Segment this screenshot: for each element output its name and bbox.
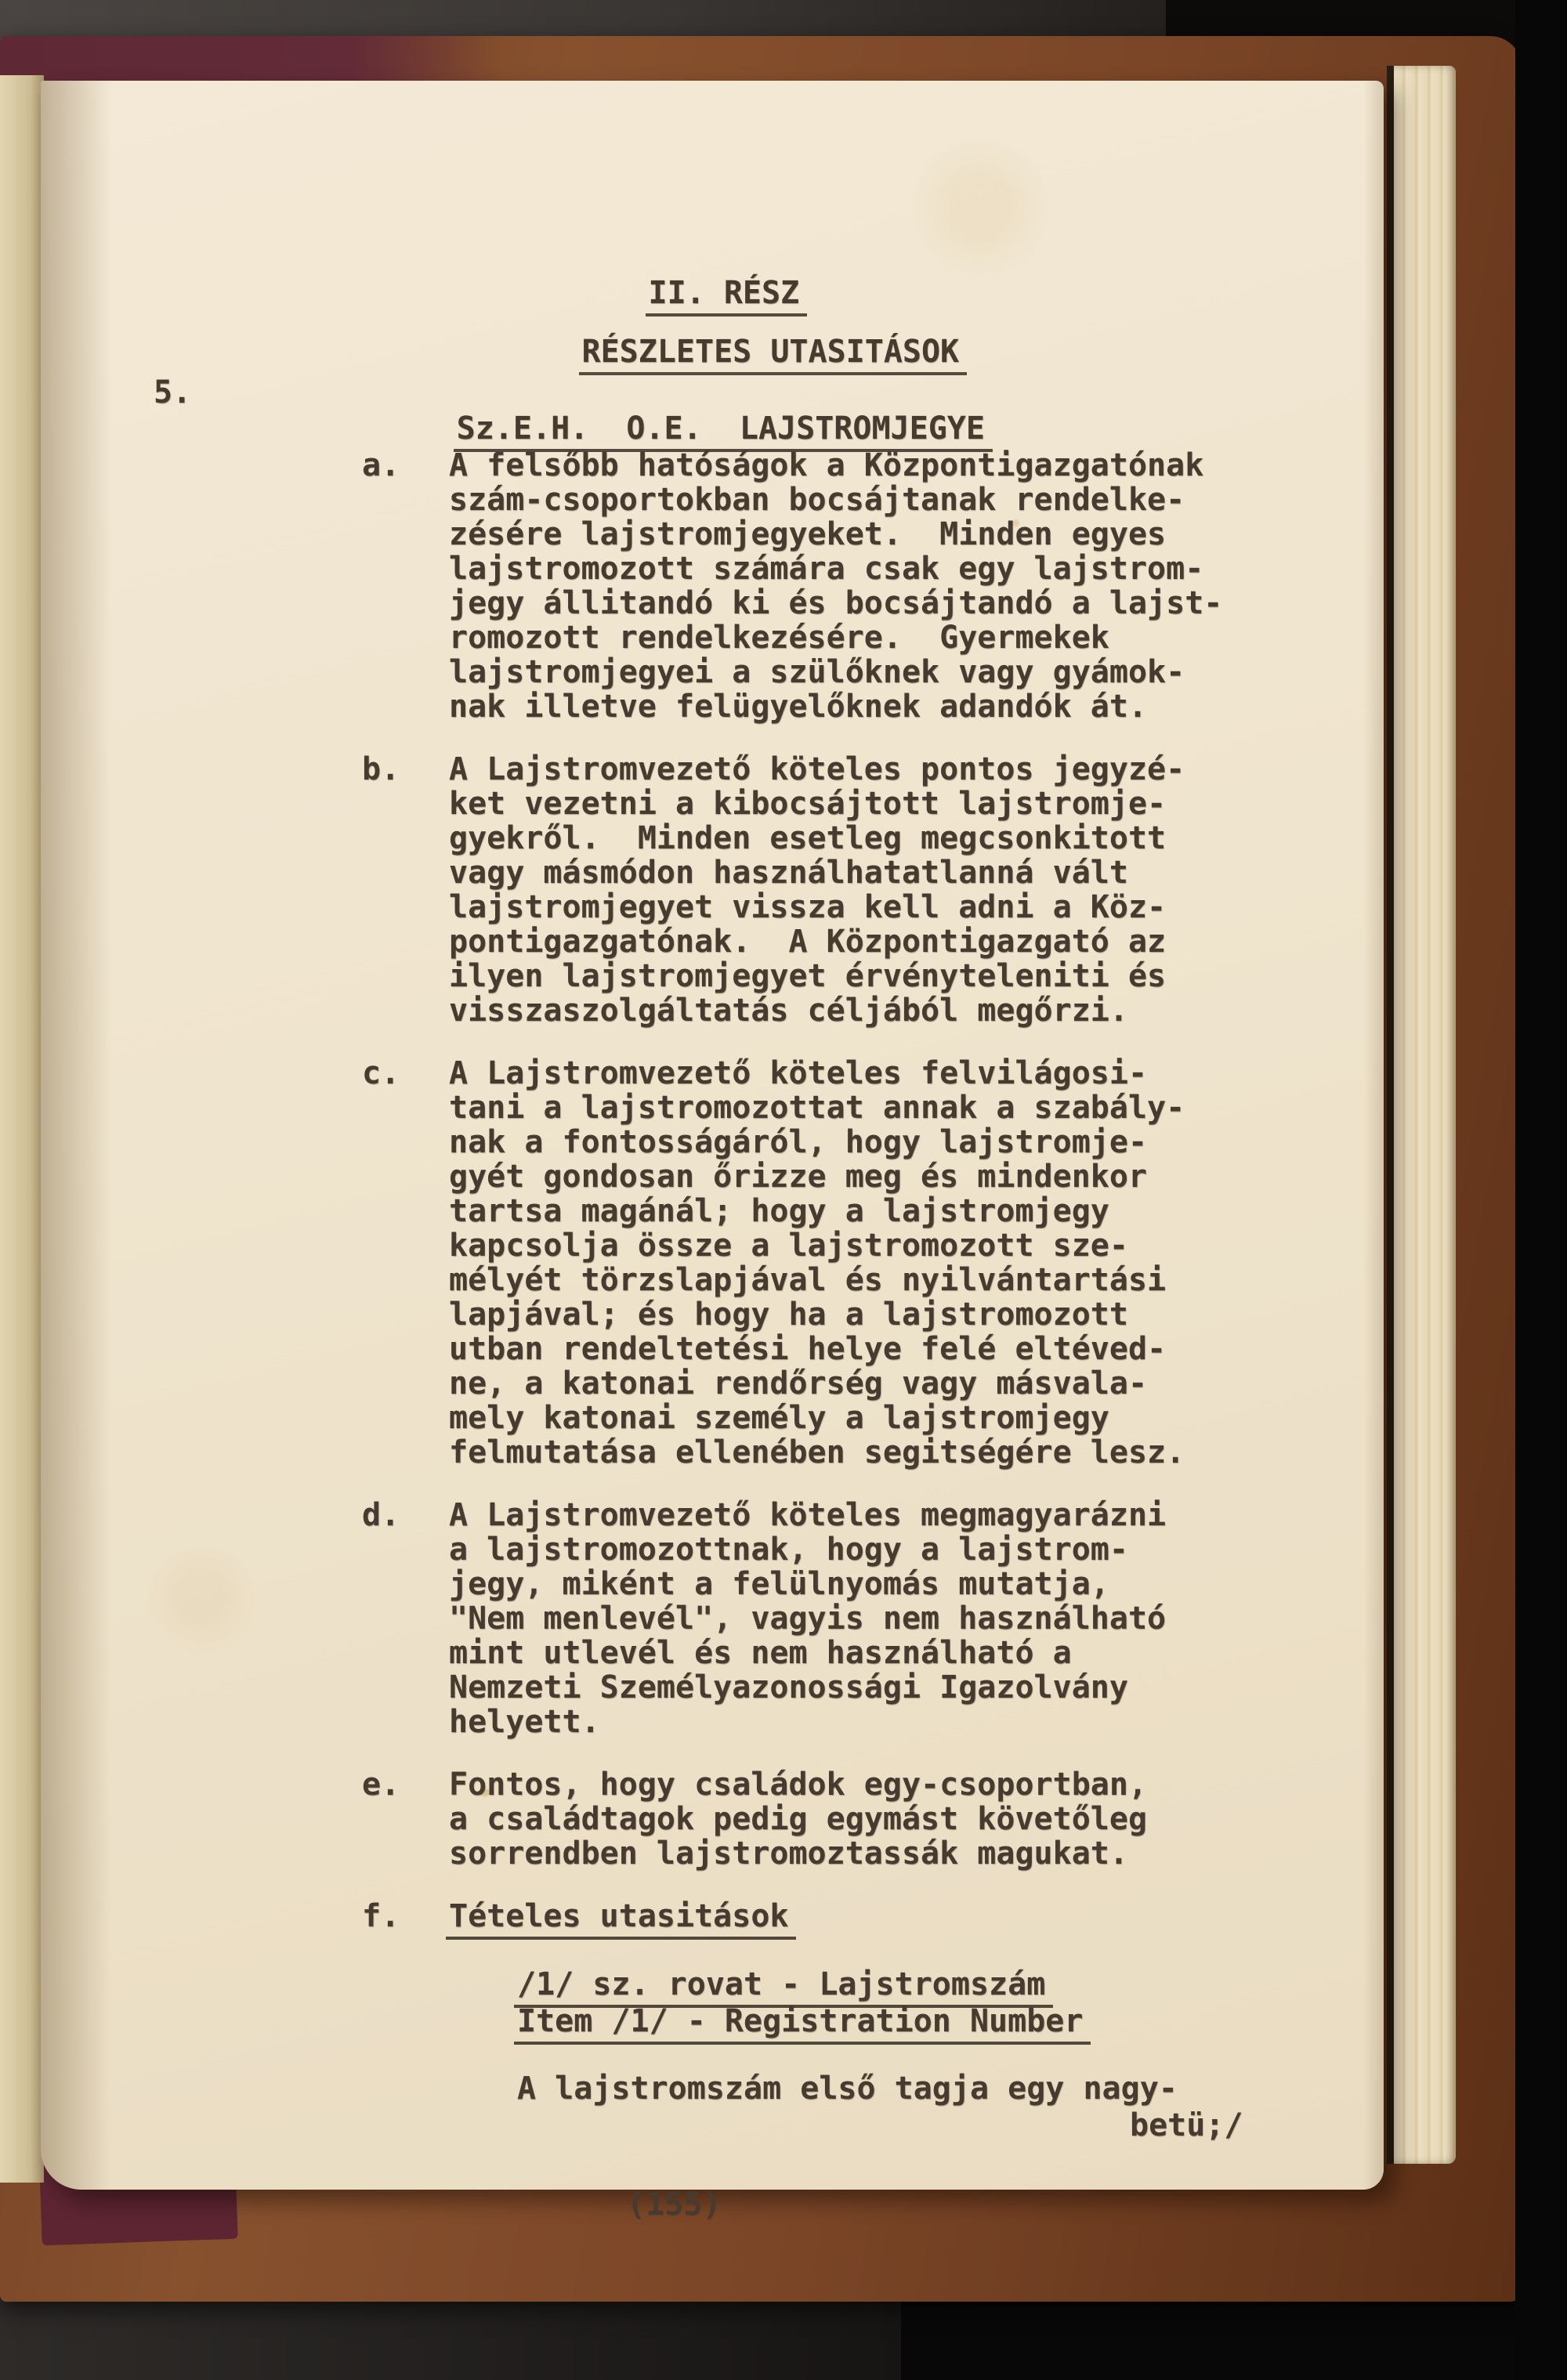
paragraph-line: "Nem menlevél", vagyis nem használható	[449, 1601, 1167, 1637]
paragraph-label: a.	[362, 447, 400, 483]
paragraph	[41, 448, 1384, 724]
paragraph-line: A Lajstromvezető köteles megmagyarázni	[449, 1497, 1167, 1533]
item-title-text: Sz.E.H. O.E. LAJSTROMJEGYE	[454, 411, 993, 452]
item-field-heading-en-text: Item /1/ - Registration Number	[514, 2003, 1091, 2045]
paragraph-line: gyekről. Minden esetleg megcsonkitott	[449, 820, 1167, 856]
paragraph-line: visszaszolgáltatás céljából megőrzi.	[449, 993, 1128, 1029]
closing-line: A lajstromszám első tagja egy nagy-	[517, 2071, 1178, 2107]
paragraph-label: d.	[362, 1497, 400, 1533]
item-field-heading	[41, 1968, 1384, 2042]
paragraph-label: e.	[362, 1767, 400, 1803]
paragraph-line: a lajstromozottnak, hogy a lajstrom-	[449, 1532, 1128, 1568]
paragraph-line: lajstromozott számára csak egy lajstrom-	[449, 551, 1204, 587]
page-number: (155)	[627, 2186, 722, 2223]
paragraph-line: ilyen lajstromjegyet érvényteleniti és	[449, 958, 1167, 994]
paragraph-line: A Lajstromvezető köteles felvilágosi-	[449, 1055, 1148, 1091]
paragraph-line: Nemzeti Személyazonossági Igazolvány	[449, 1669, 1128, 1705]
paragraph-line: mint utlevél és nem használható a	[449, 1635, 1072, 1671]
subsection-heading-text: Tételes utasitások	[446, 1898, 796, 1940]
paragraph-line: utban rendeltetési helye felé eltéved-	[449, 1331, 1167, 1367]
paragraph-line: mely katonai személy a lajstromjegy	[449, 1400, 1109, 1436]
paragraph-line: lajstromjegyet vissza kell adni a Köz-	[449, 889, 1167, 925]
paragraph-line: kapcsolja össze a lajstromozott sze-	[449, 1228, 1128, 1264]
paragraph-line: A felsőbb hatóságok a Központigazgatónak	[449, 447, 1204, 483]
item-number: 5.	[154, 374, 192, 411]
page	[41, 81, 1384, 2223]
paragraph-line: tani a lajstromozottat annak a szabály-	[449, 1090, 1185, 1126]
continuation-word: betü;/	[1130, 2107, 1243, 2143]
paragraph-line: ne, a katonai rendőrség vagy másvala-	[449, 1365, 1148, 1402]
paragraph-line: zésére lajstromjegyeket. Minden egyes	[449, 516, 1167, 552]
paragraph-line: Fontos, hogy családok egy-csoportban,	[449, 1767, 1148, 1803]
gutter-page-edge	[0, 75, 44, 2183]
paragraph-line: jegy állitandó ki és bocsájtandó a lajst-	[449, 585, 1223, 621]
paragraph-line: helyett.	[449, 1704, 600, 1740]
part-title-text: II. RÉSZ	[646, 275, 808, 316]
section-title-text: RÉSZLETES UTASITÁSOK	[579, 334, 968, 375]
paragraph-line: ket vezetni a kibocsájtott lajstromje-	[449, 786, 1167, 822]
paragraph-line: nak a fontosságáról, hogy lajstromje-	[449, 1124, 1148, 1160]
background-bottom	[0, 2295, 940, 2380]
paragraph	[41, 1056, 1384, 1470]
paragraph-line: tartsa magánál; hogy a lajstromjegy	[449, 1193, 1109, 1229]
paragraph	[41, 752, 1384, 1028]
paragraph	[41, 1498, 1384, 1739]
item-field-heading-hu-text: /1/ sz. rovat - Lajstromszám	[514, 1966, 1053, 2008]
paragraph-line: a családtagok pedig egymást követőleg	[449, 1801, 1148, 1837]
subsection-heading	[449, 1899, 1384, 1933]
paragraph-line: szám-csoportokban bocsájtanak rendelke-	[449, 482, 1185, 518]
paragraph-line: mélyét törzslapjával és nyilvántartási	[449, 1262, 1167, 1298]
paragraph-line: pontigazgatónak. A Központigazgató az	[449, 924, 1167, 960]
paragraph-line: lapjával; és hogy ha a lajstromozott	[449, 1297, 1128, 1333]
paragraph-line: A Lajstromvezető köteles pontos jegyzé-	[449, 751, 1185, 787]
item-field-heading-en	[517, 2005, 1384, 2042]
paragraph	[41, 1899, 1384, 1933]
paragraph-label: b.	[362, 751, 400, 787]
paragraph-line: nak illetve felügyelőknek adandók át.	[449, 689, 1148, 725]
paragraph-line: vagy másmódon használhatatlanná vált	[449, 855, 1128, 891]
paragraph-list	[41, 448, 1384, 2145]
closing-paragraph	[41, 2071, 1384, 2145]
paragraph	[41, 1767, 1384, 1871]
item-field-heading-hu	[517, 1968, 1384, 2005]
paragraph-line: romozott rendelkezésére. Gyermekek	[449, 620, 1109, 656]
paragraph-line: lajstromjegyei a szülőknek vagy gyámok-	[449, 654, 1185, 690]
paragraph-line: sorrendben lajstromoztassák magukat.	[449, 1836, 1128, 1872]
paragraph-label: f.	[362, 1898, 400, 1934]
page-stack-edge	[1387, 66, 1456, 2164]
paragraph-label: c.	[362, 1055, 400, 1091]
paragraph-line: gyét gondosan őrizze meg és mindenkor	[449, 1159, 1148, 1195]
paragraph-line: felmutatása ellenében segitségére lesz.	[449, 1434, 1185, 1470]
paragraph-line: jegy, miként a felülnyomás mutatja,	[449, 1566, 1109, 1602]
background-right	[1515, 0, 1567, 2380]
